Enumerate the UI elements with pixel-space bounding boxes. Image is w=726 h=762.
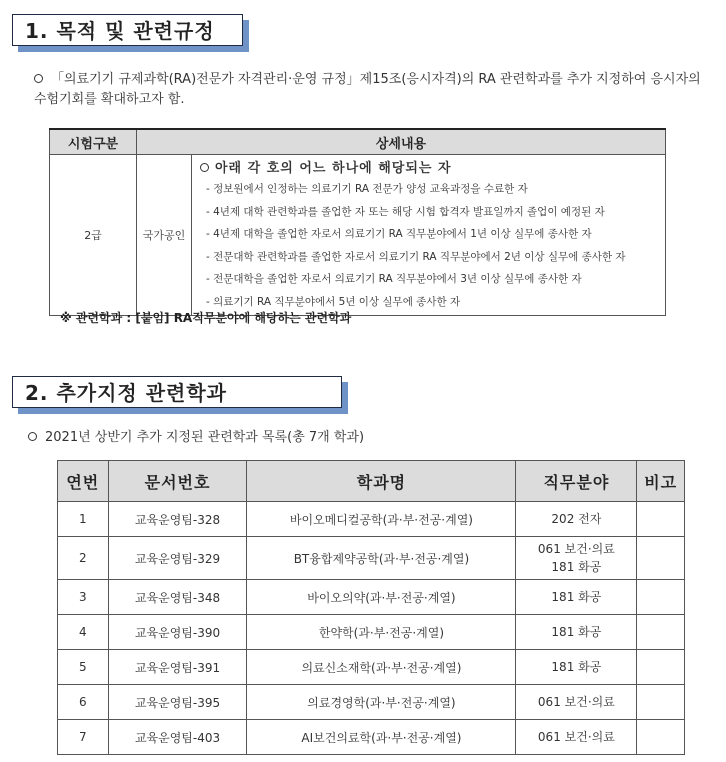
header-remark: 비고 — [637, 461, 685, 502]
field-line: 061 보건·의료 — [537, 730, 615, 744]
cell-doc: 교육운영팀-395 — [108, 685, 247, 720]
cell-dept: 의료신소재학(과·부·전공·계열) — [247, 650, 516, 685]
cell-doc: 교육운영팀-403 — [108, 720, 247, 755]
cell-field — [516, 580, 637, 615]
table-row — [58, 685, 685, 720]
exam-eligibility-table — [49, 128, 666, 316]
detail-item: - 4년제 대학 관련학과를 졸업한 자 또는 해당 시험 합격자 발표일까지 졸업이 예정된 자 — [206, 205, 605, 218]
detail-item: - 의료기기 RA 직무분야에서 5년 이상 실무에 종사한 자 — [206, 295, 461, 308]
cell-remark — [637, 615, 685, 650]
grade-cell: 2급 — [50, 155, 137, 316]
cell-remark — [637, 650, 685, 685]
cell-field — [516, 720, 637, 755]
section2-intro-text: 2021년 상반기 추가 지정된 관련학과 목록(총 7개 학과) — [45, 430, 365, 445]
field-line: 181 화공 — [551, 660, 602, 674]
cell-field — [516, 537, 637, 580]
cell-no: 3 — [58, 580, 109, 615]
cell-dept: 바이오메디컬공학(과·부·전공·계열) — [247, 502, 516, 537]
details-cell — [192, 155, 666, 316]
cell-no: 1 — [58, 502, 109, 537]
detail-item: - 전문대학 관련학과를 졸업한 자로서 의료기기 RA 직무분야에서 2년 이상 실무에 종사한 자 — [206, 250, 626, 263]
cell-no: 2 — [58, 537, 109, 580]
cell-doc: 교육운영팀-391 — [108, 650, 247, 685]
cell-remark — [637, 502, 685, 537]
cell-field — [516, 685, 637, 720]
table-row — [58, 650, 685, 685]
table-row — [58, 720, 685, 755]
table-row — [58, 615, 685, 650]
table-row — [58, 502, 685, 537]
bullet-circle-icon — [28, 432, 37, 441]
field-line: 181 화공 — [551, 625, 602, 639]
cell-dept: BT융합제약공학(과·부·전공·계열) — [247, 537, 516, 580]
header-doc-no: 문서번호 — [108, 461, 247, 502]
field-line: 181 화공 — [551, 560, 602, 574]
field-line: 181 화공 — [551, 590, 602, 604]
details-heading — [200, 157, 659, 176]
cell-dept: 의료경영학(과·부·전공·계열) — [247, 685, 516, 720]
related-dept-note: ※ 관련학과 : [붙임] RA직무분야에 해당하는 관련학과 — [60, 311, 352, 325]
cell-doc: 교육운영팀-390 — [108, 615, 247, 650]
header-no: 연번 — [58, 461, 109, 502]
section2-intro — [28, 428, 364, 448]
cell-remark — [637, 580, 685, 615]
section1-intro-text: 「의료기기 규제과학(RA)전문가 자격관리·운영 규정」제15조(응시자격)의 RA 관련학과를 추가 지정하여 응시자의 수험기회를 확대하고자 함. — [34, 72, 701, 107]
table-row — [58, 537, 685, 580]
cell-dept: 바이오의약(과·부·전공·계열) — [247, 580, 516, 615]
cell-doc: 교육운영팀-329 — [108, 537, 247, 580]
bullet-circle-icon — [34, 74, 43, 83]
cell-no: 7 — [58, 720, 109, 755]
section2-title: 2. 추가지정 관련학과 — [12, 376, 342, 408]
details-heading-text: 아래 각 호의 어느 하나에 해당되는 자 — [215, 161, 452, 176]
cell-remark — [637, 537, 685, 580]
bullet-circle-icon — [200, 163, 209, 172]
header-dept-name: 학과명 — [247, 461, 516, 502]
cell-doc: 교육운영팀-328 — [108, 502, 247, 537]
cell-remark — [637, 685, 685, 720]
cell-field — [516, 650, 637, 685]
cell-field — [516, 502, 637, 537]
cell-field — [516, 615, 637, 650]
field-line: 061 보건·의료 — [537, 542, 615, 556]
header-details: 상세내용 — [137, 129, 666, 155]
cell-dept: 한약학(과·부·전공·계열) — [247, 615, 516, 650]
added-departments-table — [57, 460, 685, 755]
header-job-field: 직무분야 — [516, 461, 637, 502]
cell-no: 5 — [58, 650, 109, 685]
cell-no: 6 — [58, 685, 109, 720]
field-line: 202 전자 — [551, 512, 602, 526]
header-exam-type: 시험구분 — [50, 129, 137, 155]
cert-type-cell: 국가공인 — [137, 155, 192, 316]
cell-remark — [637, 720, 685, 755]
detail-item: - 4년제 대학을 졸업한 자로서 의료기기 RA 직무분야에서 1년 이상 실무에 종사한 자 — [206, 228, 592, 240]
cell-dept: AI보건의료학(과·부·전공·계열) — [247, 720, 516, 755]
cell-doc: 교육운영팀-348 — [108, 580, 247, 615]
cell-no: 4 — [58, 615, 109, 650]
section1-intro — [34, 70, 714, 110]
detail-item: - 전문대학을 졸업한 자로서 의료기기 RA 직무분야에서 3년 이상 실무에 종사한 자 — [206, 273, 582, 285]
section1-title: 1. 목적 및 관련규정 — [12, 14, 243, 46]
detail-item: - 정보원에서 인정하는 의료기기 RA 전문가 양성 교육과정을 수료한 자 — [206, 183, 528, 195]
table-row — [58, 580, 685, 615]
field-line: 061 보건·의료 — [537, 695, 615, 709]
